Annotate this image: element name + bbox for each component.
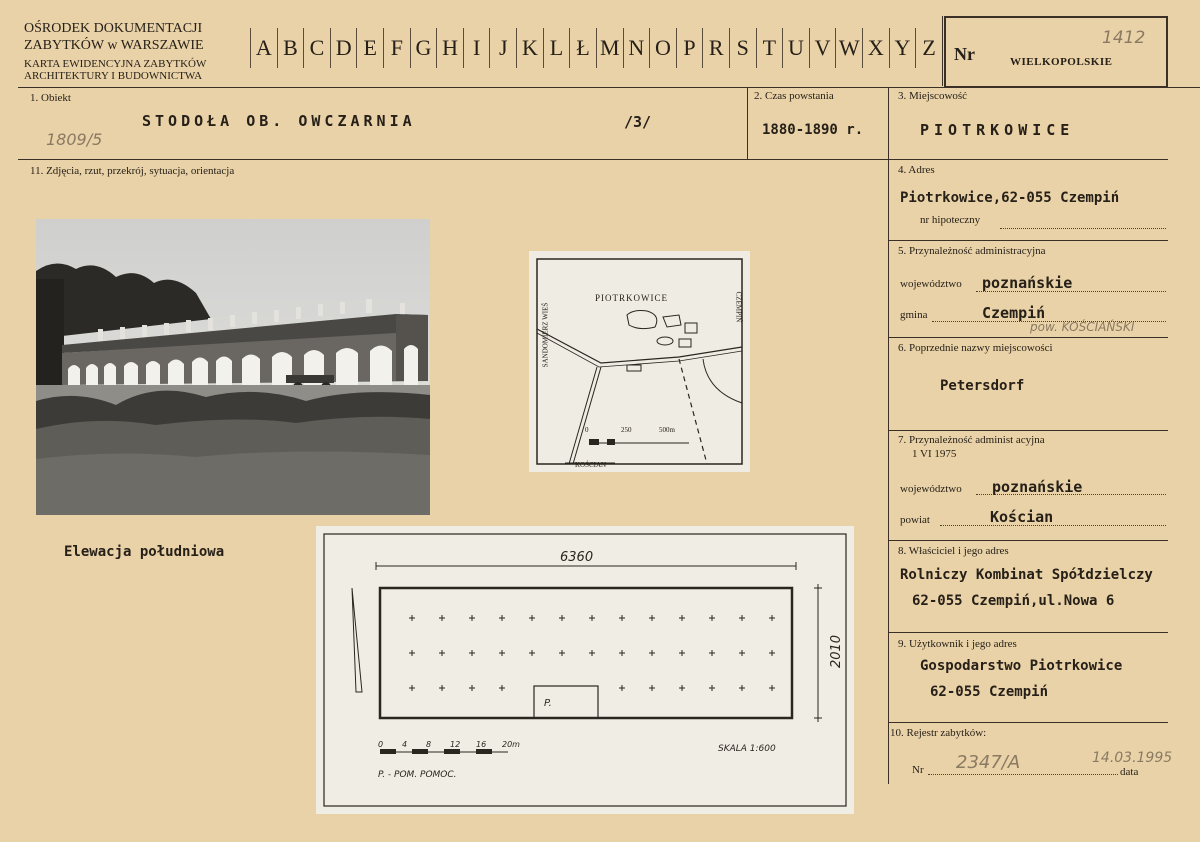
powiat-label: powiat [900,514,930,526]
rejestr-date-label: data [1120,766,1139,778]
plan-room-label: P. [544,698,552,709]
index-letters [250,28,942,68]
index-letter: V [809,28,836,68]
index-letter: D [330,28,357,68]
map-scale-500: 500m [659,426,675,434]
index-letter: K [516,28,543,68]
poprzednie-value: Petersdorf [940,378,1025,394]
index-letter: G [410,28,437,68]
obiekt-suffix: /3/ [624,113,652,131]
obiekt-value: STODOŁA OB. OWCZARNIA [142,112,416,130]
index-letter: J [489,28,516,68]
index-letter: R [702,28,729,68]
index-letter: L [543,28,570,68]
situation-map [529,251,750,472]
photo-caption: Elewacja południowa [64,544,225,560]
map-scale-250: 250 [621,426,632,434]
index-letter: A [250,28,277,68]
card-type [24,58,206,82]
adres-label: 4. Adres [898,164,935,176]
uzytkownik-line-2: 62-055 Czempiń [930,684,1049,700]
rejestr-label: 10. Rejestr zabytków: [890,727,987,739]
index-letter: S [729,28,756,68]
przynaleznosc-label: 5. Przynależność administracyjna [898,245,1046,257]
index-letter: W [835,28,862,68]
barn-photo-image [36,219,430,515]
obiekt-label: 1. Obiekt [30,92,71,104]
index-letter: Z [915,28,942,68]
index-letter: B [277,28,304,68]
plan-length-dim: 6360 [560,550,594,565]
index-letter: Y [889,28,916,68]
index-letter: I [463,28,490,68]
region-label: WIELKOPOLSKIE [1010,56,1113,68]
map-village-label: PIOTRKOWICE [595,293,668,303]
index-letter: Ł [569,28,596,68]
woj2-label: województwo [900,483,962,495]
index-letter: C [303,28,330,68]
plan-scale-tick-4: 4 [402,740,408,749]
gmina-label: gmina [900,309,928,321]
adres-sub-label: nr hipoteczny [920,214,981,226]
wlasciciel-line-2: 62-055 Czempiń,ul.Nowa 6 [912,593,1115,609]
plan-scale-tick-0: 0 [378,740,384,749]
czas-label: 2. Czas powstania [754,90,834,102]
woj-value: poznańskie [982,274,1073,292]
index-letter: N [623,28,650,68]
plan-scale-tick-20: 20m [502,740,520,749]
wlasciciel-line-1: Rolniczy Kombinat Spółdzielczy [900,567,1153,583]
index-letter: P [676,28,703,68]
institution-line-2: ZABYTKÓW w WARSZAWIE [24,38,204,53]
situation-map-drawing [529,251,750,472]
uzytkownik-label: 9. Użytkownik i jego adres [898,638,1017,650]
index-letter: F [383,28,410,68]
index-letter: O [649,28,676,68]
institution-name [24,20,204,54]
index-letter: H [436,28,463,68]
gmina-note: pow. KOŚCIAŃSKI [1030,320,1135,334]
wlasciciel-label: 8. Właściciel i jego adres [898,545,1009,557]
uzytkownik-line-1: Gospodarstwo Piotrkowice [920,658,1123,674]
map-scale-0: 0 [585,426,589,434]
plan-scale-tick-8: 8 [426,740,432,749]
register-number-box [944,16,1168,88]
index-letter: T [756,28,783,68]
index-letter: U [782,28,809,68]
map-road-bottom: KOŚCIAN [575,461,607,469]
zdjecia-label: 11. Zdjęcia, rzut, przekrój, sytuacja, orientacja [30,165,235,177]
przynaleznosc2-date: 1 VI 1975 [912,448,957,460]
woj-label: województwo [900,278,962,290]
index-letter: M [596,28,623,68]
czas-value: 1880-1890 r. [762,122,864,138]
adres-value: Piotrkowice,62-055 Czempiń [900,190,1120,206]
powiat-value: Kościan [990,508,1054,526]
miejscowosc-value: PIOTRKOWICE [920,121,1075,139]
plan-scale-text: SKALA 1:600 [718,744,776,754]
index-letter: X [862,28,889,68]
poprzednie-label: 6. Poprzednie nazwy miejscowości [898,342,1053,354]
obiekt-note: 1809/5 [46,130,103,149]
plan-width-dim: 2010 [829,634,845,669]
register-number: 1412 [1102,28,1146,48]
przynaleznosc2-label: 7. Przynależność administ acyjna [898,434,1045,446]
card-type-line-1: KARTA EWIDENCYJNA ZABYTKÓW [24,58,207,70]
rejestr-nr-label: Nr [912,764,924,776]
woj2-value: poznańskie [992,478,1083,496]
plan-scale-tick-12: 12 [450,740,461,749]
miejscowosc-label: 3. Miejscowość [898,90,968,102]
map-road-left: SANDOMIERZ WIEŚ [541,302,550,368]
building-photo [36,219,430,515]
rejestr-nr-value: 2347/A [956,752,1021,773]
map-road-right: CZEMPIŃ [734,291,743,323]
index-letter: E [356,28,383,68]
rejestr-date-value: 14.03.1995 [1092,750,1173,766]
plan-legend: P. - POM. POMOC. [378,770,457,780]
card-type-line-2: ARCHITEKTURY I BUDOWNICTWA [24,70,203,82]
nr-label: Nr [954,44,975,64]
gmina-value: Czempiń [982,304,1046,322]
plan-scale-tick-16: 16 [476,740,487,749]
floor-plan [316,526,854,814]
institution-line-1: OŚRODEK DOKUMENTACJI [24,21,203,36]
